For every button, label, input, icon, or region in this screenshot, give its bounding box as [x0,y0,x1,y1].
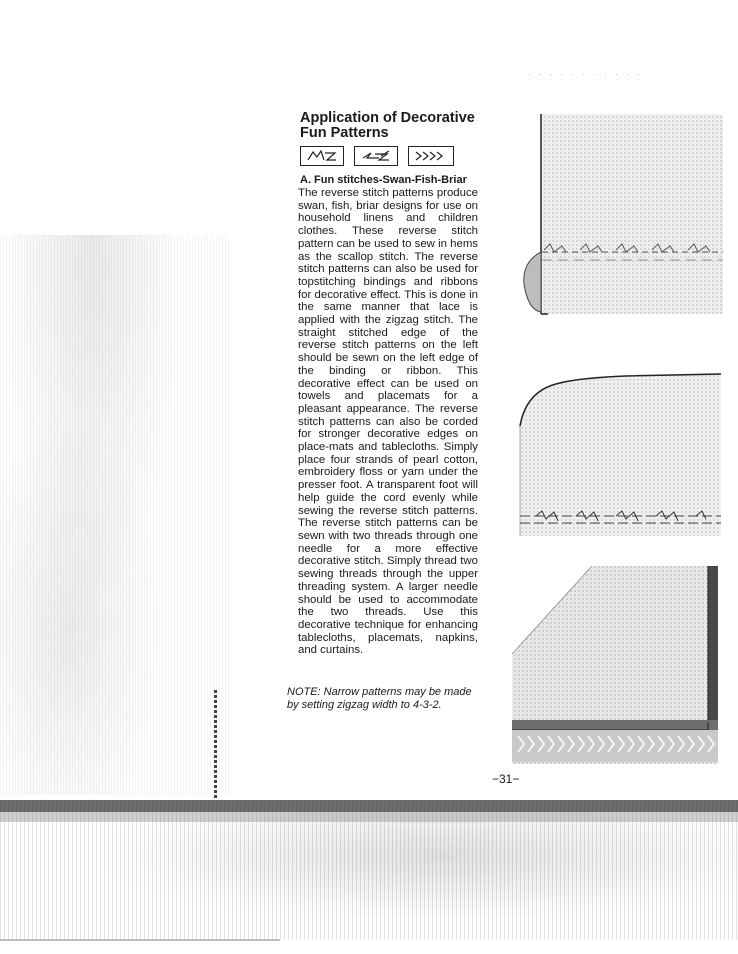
scan-shading-bottom [0,800,738,940]
note-text: NOTE: Narrow patterns may be made by setting zigzag width to 4-3-2. [287,686,472,711]
briar-pattern-icon [408,146,454,166]
page-number: −31− [492,772,520,786]
briar-border-illustration [510,564,720,764]
pattern-icon-row [300,146,454,166]
swan-pattern-icon [300,146,344,166]
corded-edge-illustration [516,370,721,536]
fish-pattern-icon [354,146,398,166]
body-paragraph: The reverse stitch patterns produce swan, fish, briar designs for use on household linens and children clothes. These reverse stitch pattern can be used to sew in hems as the scallop stitch. The reverse stitch patterns can also be used for topstitching bindings and ribbons for decorative effect. This is done in the same manner that lace is applied with the zigzag stitch. The straight stitched edge of the reverse stitch patterns on the left should be sewn on the left edge of the binding or ribbon. This decorative effect can be used on towels and placemats for a pleasant appearance. The reverse stitch patterns can also be corded for stronger decorative edges on place-mats and tablecloths. Simply place four strands of pearl cotton, embroidery floss or yarn under the presser foot. A transparent foot will help guide the cord evenly while sewing the reverse stitch patterns. The reverse stitch patterns can be sewn with two threads through one needle for a more effective decorative stitch. Simply thread two sewing threads through the upper threading system. A larger needle should be used to accommodate the two threads. Use this decorative technique for enhancing tablecloths, placemats, napkins, and curtains. [298,187,478,657]
bottom-rule [0,939,280,941]
scan-speckles: · · · · · · · · · · · [528,70,643,79]
title-line-1: Application of Decorative [300,110,475,126]
section-subheading: A. Fun stitches-Swan-Fish-Briar [300,174,467,186]
page-title [300,111,500,141]
title-line-2: Fun Patterns [300,125,389,141]
scan-shading-left [0,235,230,795]
hem-stitch-illustration [520,112,725,318]
page-edge-shadow [214,690,217,800]
